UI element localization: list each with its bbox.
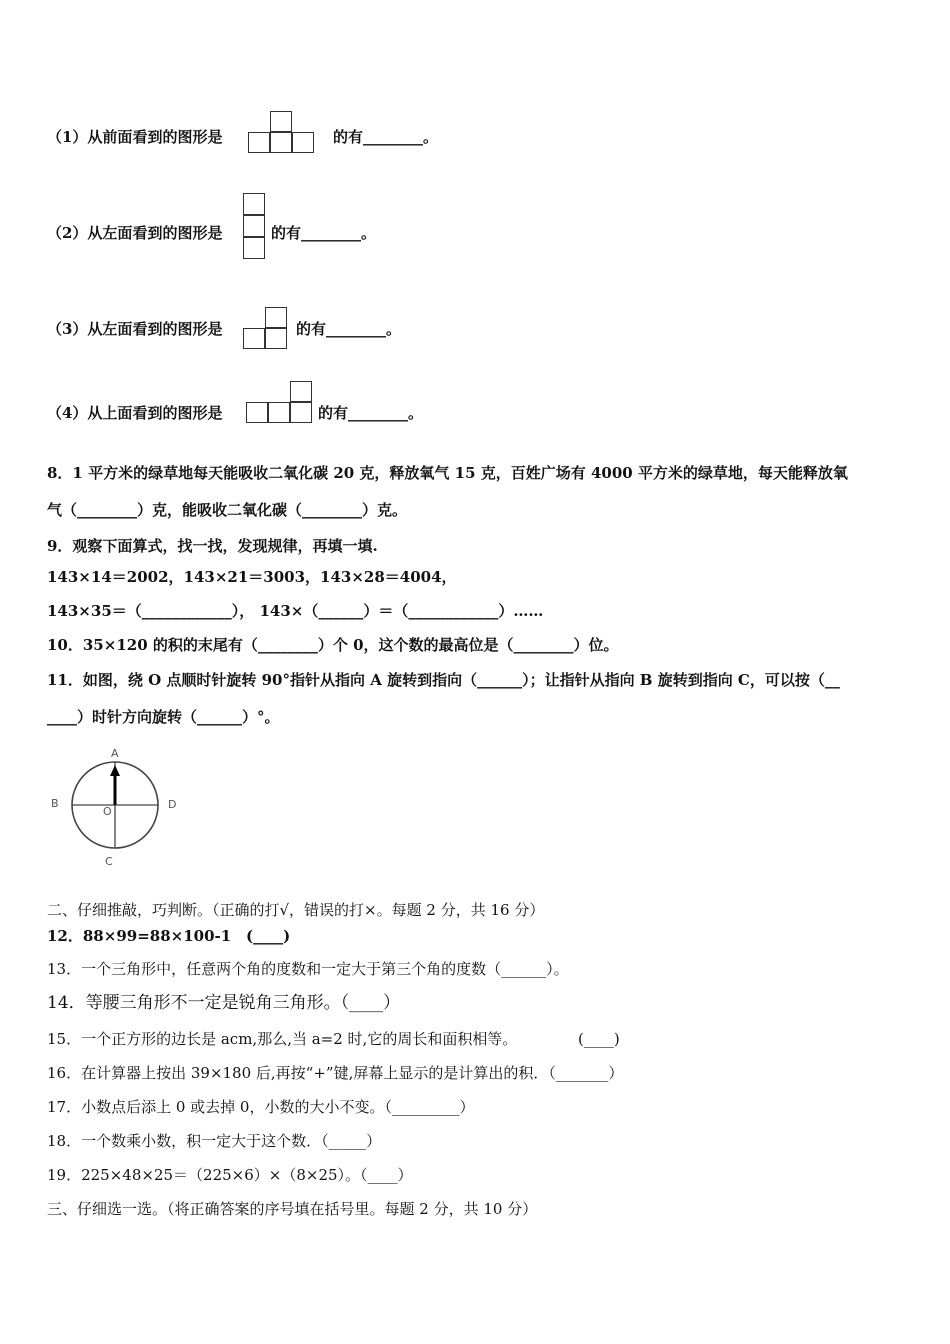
view-2-suffix: 的有________。 <box>271 224 377 242</box>
view-question-1 <box>47 127 222 147</box>
left-view-figure-1 <box>243 193 267 259</box>
arrow-icon <box>110 765 120 776</box>
label-o: O <box>103 805 112 818</box>
label-d: D <box>168 798 177 811</box>
rotation-diagram <box>40 740 200 870</box>
q19-text: 19．225×48×25＝（225×6）×（8×25）。（____） <box>47 1166 413 1184</box>
view-question-2 <box>47 223 222 243</box>
q17-text: 17．小数点后添上 0 或去掉 0，小数的大小不变。（_________） <box>47 1098 475 1116</box>
q14-text: 14．等腰三角形不一定是锐角三角形。（____） <box>47 993 401 1013</box>
left-view-figure-2 <box>243 307 289 351</box>
section-2-heading: 二、仔细推敲，巧判断。（正确的打√，错误的打×。每题 2 分，共 16 分） <box>47 901 545 919</box>
label-a: A <box>111 747 119 760</box>
front-view-figure <box>248 111 314 155</box>
q10-text: 10．35×120 的积的末尾有（________）个 0，这个数的最高位是（________）位。 <box>47 636 619 654</box>
q9-line2: 143×14＝2002，143×21＝3003，143×28＝4004， <box>47 568 457 586</box>
view-4-prefix: （4）从上面看到的图形是 <box>47 404 223 422</box>
view-3-prefix: （3）从左面看到的图形是 <box>47 320 223 338</box>
view-question-4 <box>47 403 222 423</box>
view-3-suffix: 的有________。 <box>296 320 402 338</box>
q15-text <box>47 1029 517 1049</box>
view-question-3 <box>47 319 222 339</box>
top-view-figure <box>246 381 314 425</box>
q18-text: 18．一个数乘小数，积一定大于这个数．（_____） <box>47 1132 382 1150</box>
view-2-prefix: （2）从左面看到的图形是 <box>47 224 223 242</box>
q12-blank: (____) <box>246 927 291 945</box>
view-4-suffix: 的有________。 <box>318 404 424 422</box>
q8-line2: 气（________）克，能吸收二氧化碳（________）克。 <box>47 501 408 519</box>
q9-line3: 143×35＝（____________）， 143×（______）＝（____________）…… <box>47 602 544 620</box>
view-1-suffix: 的有________。 <box>333 128 439 146</box>
label-c: C <box>105 855 113 868</box>
q12-text: 12．88×99=88×100-1 <box>47 927 232 945</box>
q11-line2: ____）时针方向旋转（______）°。 <box>47 708 280 726</box>
q9-line1: 9．观察下面算式，找一找，发现规律，再填一填. <box>47 537 378 555</box>
q15-body: 15．一个正方形的边长是 acm,那么,当 a=2 时,它的周长和面积相等。 <box>47 1030 518 1048</box>
q13-text: 13．一个三角形中，任意两个角的度数和一定大于第三个角的度数（______）。 <box>47 960 569 978</box>
label-b: B <box>51 797 59 810</box>
view-1-prefix: （1）从前面看到的图形是 <box>47 128 223 146</box>
q16-text: 16．在计算器上按出 39×180 后,再按“+”键,屏幕上显示的是计算出的积．（_______） <box>47 1064 624 1082</box>
q11-line1: 11．如图，绕 O 点顺时针旋转 90°指针从指向 A 旋转到指向（______）；让指针从指向 B 旋转到指向 C，可以按（__ <box>47 671 840 689</box>
q15-blank: (____) <box>578 1030 620 1048</box>
q8-line1: 8．1 平方米的绿草地每天能吸收二氧化碳 20 克，释放氧气 15 克，百姓广场有 4000 平方米的绿草地，每天能释放氧 <box>47 464 848 482</box>
section-3-heading: 三、仔细选一选。（将正确答案的序号填在括号里。每题 2 分，共 10 分） <box>47 1200 538 1218</box>
